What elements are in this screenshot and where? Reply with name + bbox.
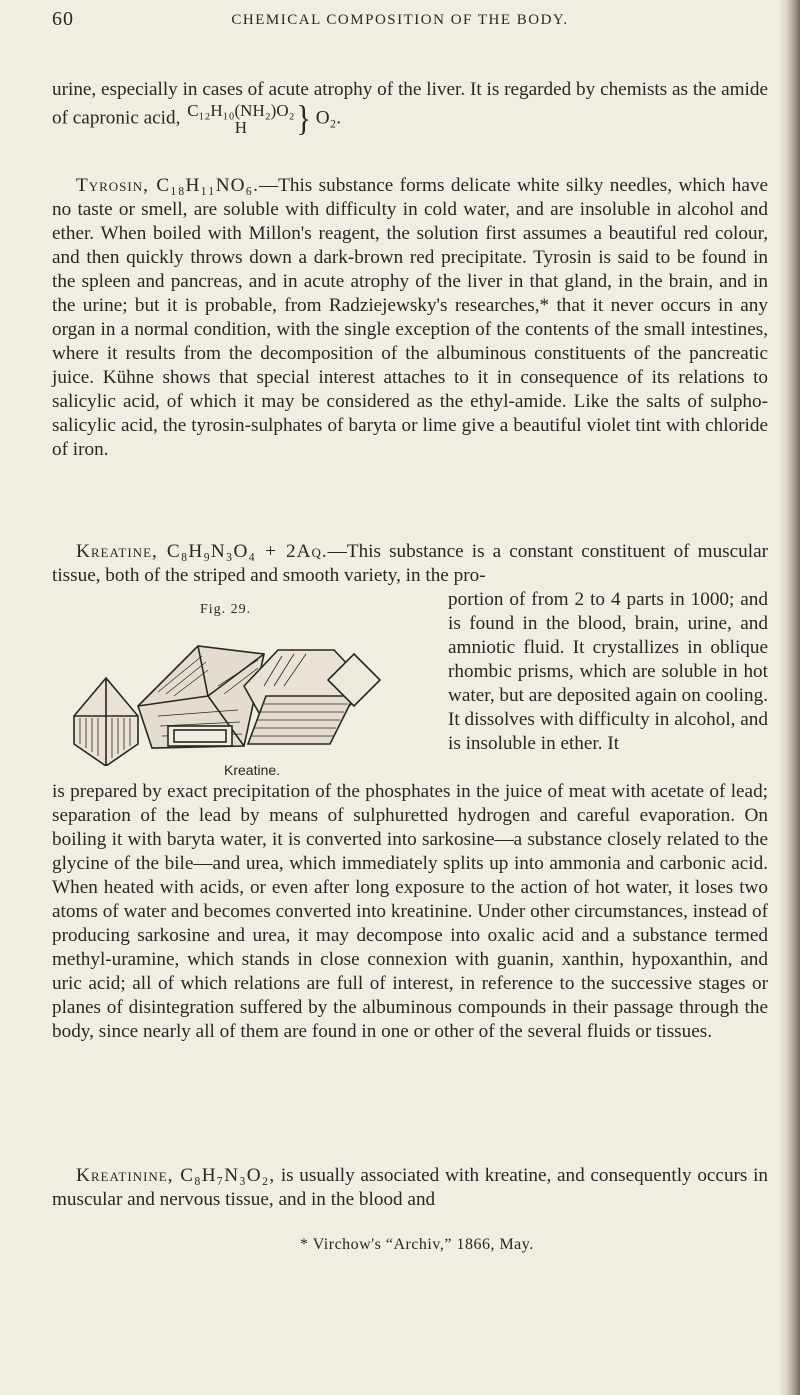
running-title: CHEMICAL COMPOSITION OF THE BODY.	[231, 12, 569, 28]
kreatine-heading: Kreatine, C₈H₉N₃O₄ + 2Aq.	[76, 541, 328, 562]
kreatine-text-top: —This substance is a constant constituent of muscular tissue, both of the striped and smooth variety, in the pro-	[52, 541, 768, 586]
brace-glyph: }	[296, 98, 311, 139]
formula-denominator: H	[234, 118, 247, 137]
paragraph-kreatinine	[52, 1164, 768, 1212]
formula-numerator: C₁₂H₁₀(NH₂)O₂	[187, 101, 295, 120]
paragraph-leucin-end	[52, 78, 768, 139]
formula-tail: O₂.	[315, 107, 342, 129]
tyrosin-text: —This substance forms delicate white silky needles, which have no taste or smell, are soluble with difficulty in cold water, and are insoluble in alcohol and ether. When boiled with Millon's reagent, the solution first assumes a beautiful red colour, and then quickly throws down a dark-brown red precipitate. Tyrosin is said to be found in the spleen and pancreas, and in acute atrophy of the liver in that gland, in the brain, and in the urine; but it is probable, from Radziejewsky's researches,* that it never occurs in any organ in a normal condition, with the single exception of the contents of the small intestines, where it results from the decomposition of the albuminous constituents of the pancreatic juice. Kühne shows that special interest attaches to it in consequence of its relations to salicylic acid, of which it may be considered as the ethyl-amide. Like the salts of sulpho-salicylic acid, the tyrosin-sulphates of baryta or lime give a beautiful violet tint with chloride of iron.	[52, 175, 768, 460]
tyrosin-heading: Tyrosin, C₁₈H₁₁NO₆.	[76, 175, 259, 196]
figure-label: Kreatine.	[224, 762, 281, 778]
paragraph-text: urine, especially in cases of acute atrophy of the liver. It is regarded by chemists as the amide of capronic acid,	[52, 79, 768, 129]
figure-caption: Fig. 29.	[200, 602, 252, 617]
figure-kreatine	[52, 600, 416, 780]
kreatinine-heading: Kreatinine, C₈H₇N₃O₂,	[76, 1165, 276, 1186]
kreatinine-text: is usually associated with kreatine, and consequently occurs in muscular and nervous tissue, and in the blood and	[52, 1165, 769, 1210]
footnote: * Virchow's “Archiv,” 1866, May.	[300, 1236, 534, 1253]
kreatine-text-after: is prepared by exact precipitation of the phosphates in the juice of meat with acetate of lead; separation of the lead by means of sulphuretted hydrogen and careful evaporation. On boiling it with baryta water, it is converted into sarkosine—a substance closely related to the glycine of the bile—and urea, which immediately splits up into ammonia and carbonic acid. When heated with acids, or even after long exposure to the action of hot water, it loses two atoms of water and becomes converted into kreatinine. Under other circumstances, instead of producing sarkosine and urea, it may decompose into oxalic acid and a substance termed methyl-uramine, which stands in close connexion with guanin, xanthin, hypoxanthin, and uric acid; all of which relations are full of interest, in reference to the successive stages or planes of disintegration suffered by the albuminous compounds in their passage through the body, since nearly all of them are found in one or other of the several fluids or tissues.	[52, 781, 768, 1042]
page-edge	[778, 0, 800, 1395]
kreatine-crystals-illustration	[68, 626, 398, 766]
page-number: 60	[52, 8, 74, 30]
amide-formula	[187, 102, 294, 136]
paragraph-kreatine-intro	[52, 540, 768, 588]
paragraph-tyrosin	[52, 174, 768, 462]
kreatine-side-text: portion of from 2 to 4 parts in 1000; and is found in the blood, brain, urine, and amniotic fluid. It crystallizes in oblique rhombic prisms, which are soluble in hot water, but are deposited again on cooling. It dissolves with difficulty in alcohol, and is insoluble in ether. It	[448, 589, 768, 754]
